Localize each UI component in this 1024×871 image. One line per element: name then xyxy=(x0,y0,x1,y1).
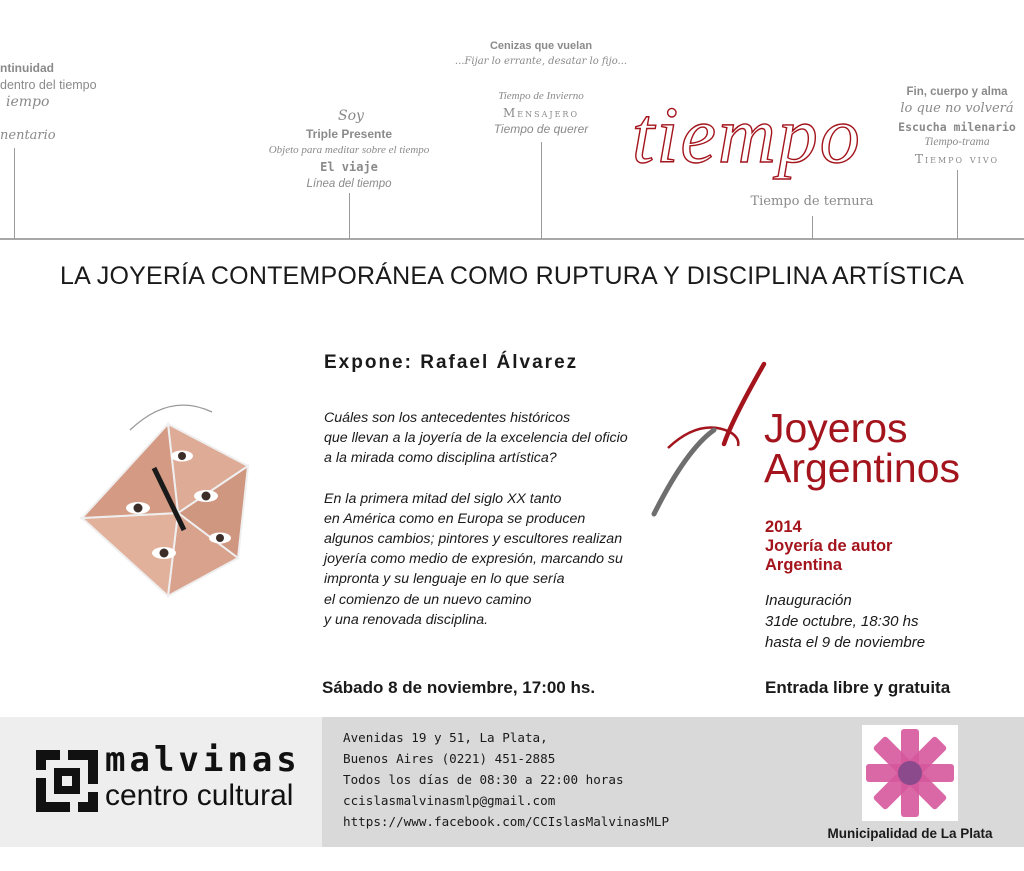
municipality-logo-icon xyxy=(862,725,958,821)
timeline-label: Fin, cuerpo y alma xyxy=(906,86,1008,98)
joyeros-logo-icon xyxy=(640,360,770,520)
page-title: LA JOYERÍA CONTEMPORÁNEA COMO RUPTURA Y DISCIPLINA ARTÍSTICA xyxy=(60,262,964,290)
timeline-label: nentario xyxy=(0,128,56,143)
timeline-label: Tiempo-trama xyxy=(924,136,990,148)
event-date: Sábado 8 de noviembre, 17:00 hs. xyxy=(322,678,596,697)
venue-address: Avenidas 19 y 51, La Plata, Buenos Aires (0221) 451-2885 Todos los días de 08:30 a 22:00 horas ccislasmalvinasmlp@gmail.com https://www.facebook.com/CCIslasMalvinasMLP xyxy=(343,727,669,832)
timeline-label: Tiempo de querer xyxy=(493,122,589,136)
timeline-label: ntinuidad xyxy=(0,61,54,75)
timeline-label: lo que no volverá xyxy=(900,101,1014,116)
timeline-label: Línea del tiempo xyxy=(306,178,392,190)
timeline-label: Objeto para meditar sobre el tiempo xyxy=(268,144,430,156)
venue-name: malvinas xyxy=(105,740,301,780)
event-info: 2014 Joyería de autor Argentina xyxy=(765,518,893,574)
timeline-tick xyxy=(14,148,15,239)
timeline-label: Soy xyxy=(338,108,364,124)
timeline-label: ...Fijar lo errante, desatar lo fijo... xyxy=(454,56,628,67)
timeline-label: El viaje xyxy=(320,160,378,174)
timeline-label: Cenizas que vuelan xyxy=(489,40,593,52)
event-dates: Inauguración 31de octubre, 18:30 hs hasta el 9 de noviembre xyxy=(765,592,926,651)
description: Cuáles son los antecedentes históricos que llevan a la joyería de la excelencia del oficio a la mirada como disciplina artística? En la primera mitad del siglo XX tanto en América como en Europa se producen algunos cambios; pintores y escultores realizan joyería como medio de expresión, marcando su impronta y su lenguaje en lo que sería el comienzo de un nuevo camino y una renovada disciplina. xyxy=(324,410,628,628)
timeline-label: Tiempo de ternura xyxy=(750,194,874,209)
speaker: Expone: Rafael Álvarez xyxy=(324,352,579,373)
facebook-link[interactable]: https://www.facebook.com/CCIslasMalvinasMLP xyxy=(343,814,670,829)
timeline-tick xyxy=(812,216,813,239)
tiempo-title: tiempo xyxy=(632,92,862,180)
timeline-label: Triple Presente xyxy=(305,127,393,141)
venue-subtitle: centro cultural xyxy=(105,779,294,812)
municipality-logo-box xyxy=(862,725,958,821)
timeline-tick xyxy=(349,193,350,239)
email-link[interactable]: ccislasmalvinasmlp@gmail.com xyxy=(343,793,556,808)
timeline-label: iempo xyxy=(6,94,50,110)
brand-name: Joyeros Argentinos xyxy=(764,405,961,491)
timeline-tick xyxy=(957,170,958,239)
malvinas-logo-icon xyxy=(36,750,98,812)
timeline-label: Mensajero xyxy=(502,106,580,120)
timeline-label: Tiempo vivo xyxy=(914,152,1000,166)
pendant-image xyxy=(70,398,270,608)
entry-info: Entrada libre y gratuita xyxy=(765,678,951,697)
timeline-label: Tiempo de Invierno xyxy=(498,90,584,102)
municipality-name: Municipalidad de La Plata xyxy=(827,826,993,841)
timeline-label: Escucha milenario xyxy=(898,120,1016,134)
timeline-label: dentro del tiempo xyxy=(0,78,97,92)
timeline-tick xyxy=(541,142,542,239)
timeline-axis xyxy=(0,238,1024,240)
